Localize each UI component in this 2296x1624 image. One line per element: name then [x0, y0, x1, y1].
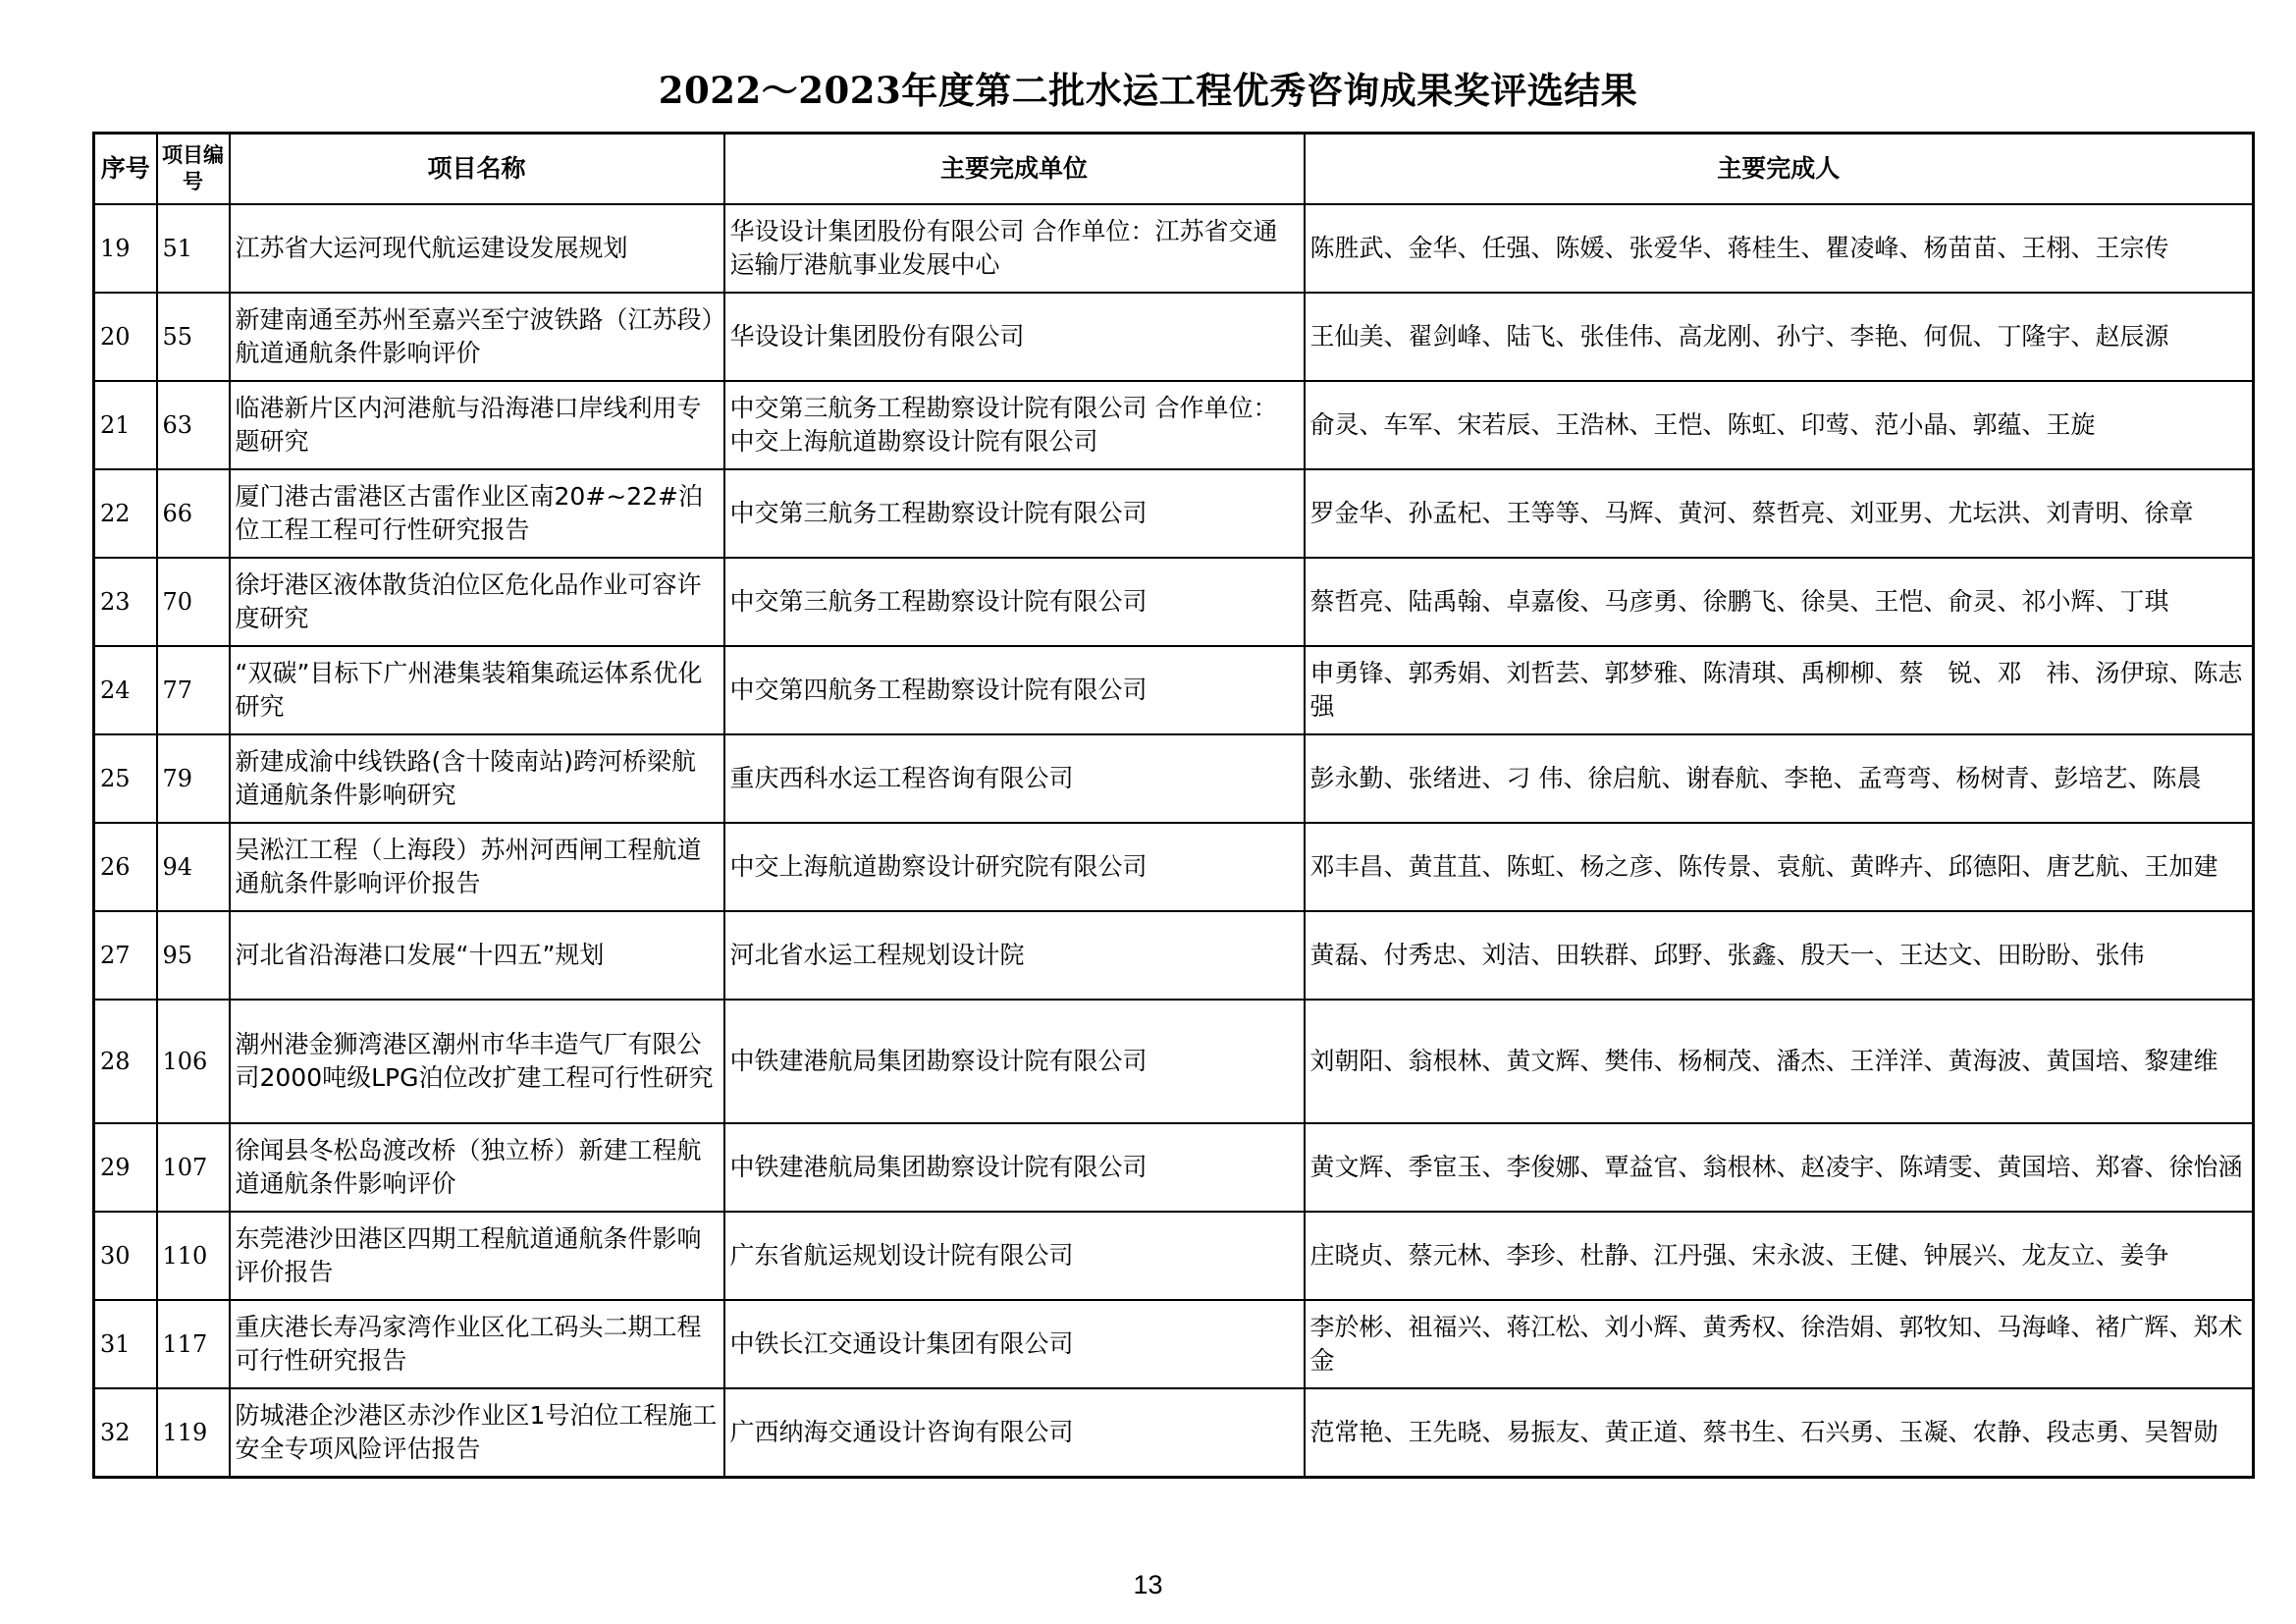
row-project-name: 新建成渝中线铁路(含十陵南站)跨河桥梁航道通航条件影响研究 — [230, 734, 724, 823]
row-seq: 24 — [94, 646, 157, 734]
row-persons: 李於彬、祖福兴、蒋江松、刘小辉、黄秀权、徐浩娟、郭牧知、马海峰、褚广辉、郑术金 — [1305, 1300, 2254, 1388]
row-project-name: 厦门港古雷港区古雷作业区南20#~22#泊位工程工程可行性研究报告 — [230, 469, 724, 558]
header-project-name: 项目名称 — [230, 134, 724, 205]
row-persons: 黄文辉、季宦玉、李俊娜、覃益官、翁根林、赵凌宇、陈靖雯、黄国培、郑睿、徐怡涵 — [1305, 1123, 2254, 1212]
row-unit: 中交第四航务工程勘察设计院有限公司 — [724, 646, 1305, 734]
row-persons: 刘朝阳、翁根林、黄文辉、樊伟、杨桐茂、潘杰、王洋洋、黄海波、黄国培、黎建维 — [1305, 1000, 2254, 1123]
row-unit: 河北省水运工程规划设计院 — [724, 911, 1305, 1000]
row-project-no: 107 — [157, 1123, 230, 1212]
row-unit: 中交第三航务工程勘察设计院有限公司 — [724, 469, 1305, 558]
row-persons: 彭永勤、张绪进、刁 伟、徐启航、谢春航、李艳、孟弯弯、杨树青、彭培艺、陈晨 — [1305, 734, 2254, 823]
row-seq: 21 — [94, 381, 157, 469]
row-unit: 中交上海航道勘察设计研究院有限公司 — [724, 823, 1305, 911]
row-project-name: 江苏省大运河现代航运建设发展规划 — [230, 204, 724, 293]
row-project-name: 徐闻县冬松岛渡改桥（独立桥）新建工程航道通航条件影响评价 — [230, 1123, 724, 1212]
row-unit: 广西纳海交通设计咨询有限公司 — [724, 1388, 1305, 1478]
row-project-no: 79 — [157, 734, 230, 823]
row-seq: 26 — [94, 823, 157, 911]
row-persons: 俞灵、车军、宋若辰、王浩林、王恺、陈虹、印莺、范小晶、郭蕴、王旋 — [1305, 381, 2254, 469]
row-project-no: 117 — [157, 1300, 230, 1388]
row-unit: 中铁建港航局集团勘察设计院有限公司 — [724, 1000, 1305, 1123]
row-project-name: 重庆港长寿冯家湾作业区化工码头二期工程可行性研究报告 — [230, 1300, 724, 1388]
table-row — [94, 911, 2254, 1000]
row-seq: 25 — [94, 734, 157, 823]
table-row — [94, 1212, 2254, 1300]
header-seq: 序号 — [94, 134, 157, 205]
row-unit: 中铁建港航局集团勘察设计院有限公司 — [724, 1123, 1305, 1212]
row-seq: 32 — [94, 1388, 157, 1478]
row-project-no: 70 — [157, 558, 230, 646]
row-project-no: 55 — [157, 293, 230, 381]
row-project-name: 徐圩港区液体散货泊位区危化品作业可容许度研究 — [230, 558, 724, 646]
row-project-no: 119 — [157, 1388, 230, 1478]
row-persons: 王仙美、翟剑峰、陆飞、张佳伟、高龙刚、孙宁、李艳、何侃、丁隆宇、赵辰源 — [1305, 293, 2254, 381]
results-table — [92, 132, 2255, 1479]
row-seq: 29 — [94, 1123, 157, 1212]
row-persons: 邓丰昌、黄苴苴、陈虹、杨之彦、陈传景、袁航、黄晔卉、邱德阳、唐艺航、王加建 — [1305, 823, 2254, 911]
table-row — [94, 558, 2254, 646]
row-seq: 28 — [94, 1000, 157, 1123]
header-persons: 主要完成人 — [1305, 134, 2254, 205]
table-row — [94, 1300, 2254, 1388]
row-unit: 华设设计集团股份有限公司 — [724, 293, 1305, 381]
table-row — [94, 734, 2254, 823]
page-number: 13 — [1133, 1570, 1163, 1599]
header-project-no: 项目编号 — [157, 134, 230, 205]
row-project-no: 106 — [157, 1000, 230, 1123]
row-persons: 庄晓贞、蔡元林、李珍、杜静、江丹强、宋永波、王健、钟展兴、龙友立、姜争 — [1305, 1212, 2254, 1300]
table-row — [94, 293, 2254, 381]
table-row — [94, 1123, 2254, 1212]
row-persons: 申勇锋、郭秀娟、刘哲芸、郭梦雅、陈清琪、禹柳柳、蔡 锐、邓 祎、汤伊琼、陈志强 — [1305, 646, 2254, 734]
table-row — [94, 469, 2254, 558]
row-unit: 广东省航运规划设计院有限公司 — [724, 1212, 1305, 1300]
table-row — [94, 381, 2254, 469]
row-seq: 20 — [94, 293, 157, 381]
row-project-no: 66 — [157, 469, 230, 558]
row-persons: 蔡哲亮、陆禹翰、卓嘉俊、马彦勇、徐鹏飞、徐昊、王恺、俞灵、祁小辉、丁琪 — [1305, 558, 2254, 646]
row-project-name: 防城港企沙港区赤沙作业区1号泊位工程施工安全专项风险评估报告 — [230, 1388, 724, 1478]
row-persons: 黄磊、付秀忠、刘洁、田轶群、邱野、张鑫、殷天一、王达文、田盼盼、张伟 — [1305, 911, 2254, 1000]
row-project-no: 95 — [157, 911, 230, 1000]
row-project-name: 河北省沿海港口发展“十四五”规划 — [230, 911, 724, 1000]
row-unit: 重庆西科水运工程咨询有限公司 — [724, 734, 1305, 823]
row-seq: 30 — [94, 1212, 157, 1300]
row-project-name: “双碳”目标下广州港集装箱集疏运体系优化研究 — [230, 646, 724, 734]
row-project-no: 110 — [157, 1212, 230, 1300]
row-seq: 19 — [94, 204, 157, 293]
row-persons: 陈胜武、金华、任强、陈媛、张爱华、蒋桂生、瞿凌峰、杨苗苗、王栩、王宗传 — [1305, 204, 2254, 293]
row-unit: 中交第三航务工程勘察设计院有限公司 — [724, 558, 1305, 646]
table-row — [94, 1000, 2254, 1123]
row-seq: 27 — [94, 911, 157, 1000]
row-seq: 31 — [94, 1300, 157, 1388]
page-title: 2022～2023年度第二批水运工程优秀咨询成果奖评选结果 — [658, 69, 1638, 112]
table-header-row — [94, 134, 2254, 205]
table-row — [94, 204, 2254, 293]
row-seq: 23 — [94, 558, 157, 646]
row-project-name: 临港新片区内河港航与沿海港口岸线利用专题研究 — [230, 381, 724, 469]
row-persons: 罗金华、孙孟杞、王等等、马辉、黄河、蔡哲亮、刘亚男、尤坛洪、刘青明、徐章 — [1305, 469, 2254, 558]
table-row — [94, 1388, 2254, 1478]
row-project-name: 吴淞江工程（上海段）苏州河西闸工程航道通航条件影响评价报告 — [230, 823, 724, 911]
row-unit: 中铁长江交通设计集团有限公司 — [724, 1300, 1305, 1388]
row-project-no: 63 — [157, 381, 230, 469]
row-project-no: 51 — [157, 204, 230, 293]
row-persons: 范常艳、王先晓、易振友、黄正道、蔡书生、石兴勇、玉凝、农静、段志勇、吴智勋 — [1305, 1388, 2254, 1478]
header-unit: 主要完成单位 — [724, 134, 1305, 205]
row-project-name: 新建南通至苏州至嘉兴至宁波铁路（江苏段）航道通航条件影响评价 — [230, 293, 724, 381]
row-unit: 中交第三航务工程勘察设计院有限公司 合作单位：中交上海航道勘察设计院有限公司 — [724, 381, 1305, 469]
row-unit: 华设设计集团股份有限公司 合作单位：江苏省交通运输厅港航事业发展中心 — [724, 204, 1305, 293]
row-project-name: 潮州港金狮湾港区潮州市华丰造气厂有限公司2000吨级LPG泊位改扩建工程可行性研究 — [230, 1000, 724, 1123]
row-seq: 22 — [94, 469, 157, 558]
table-row — [94, 646, 2254, 734]
table-row — [94, 823, 2254, 911]
row-project-no: 77 — [157, 646, 230, 734]
row-project-no: 94 — [157, 823, 230, 911]
row-project-name: 东莞港沙田港区四期工程航道通航条件影响评价报告 — [230, 1212, 724, 1300]
